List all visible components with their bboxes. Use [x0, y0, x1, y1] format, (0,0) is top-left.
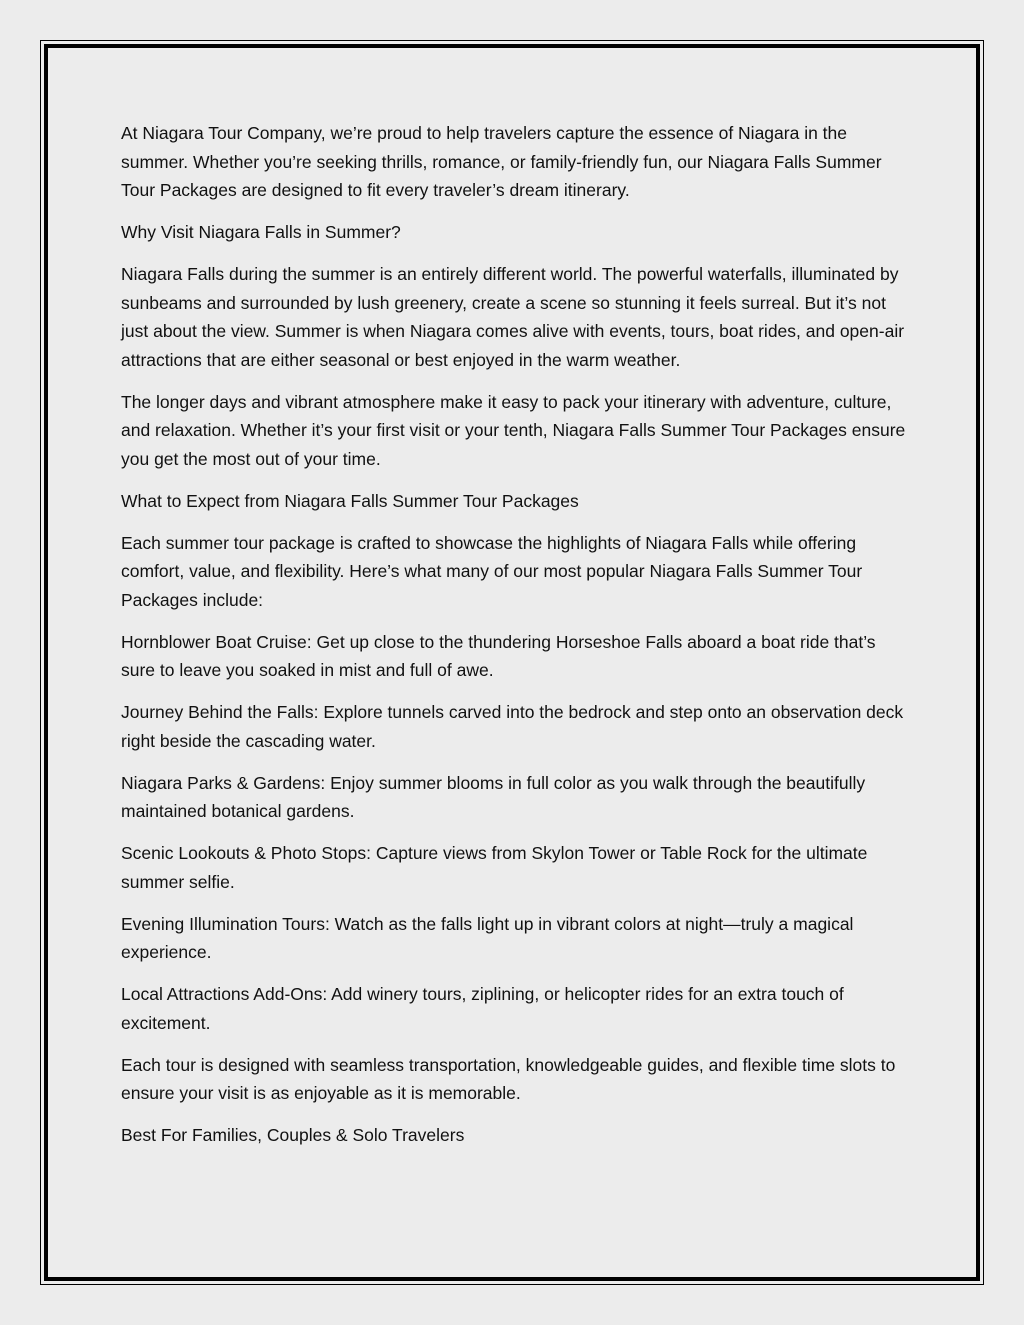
section-heading-what-to-expect: What to Expect from Niagara Falls Summer Tour Packages	[121, 490, 579, 511]
item-journey-behind-the-falls: Journey Behind the Falls: Explore tunnels carved into the bedrock and step onto an observation deck right beside the cascading water.	[121, 702, 904, 751]
item-local-attractions-add-ons: Local Attractions Add-Ons: Add winery tours, ziplining, or helicopter rides for an extra touch of excitement.	[121, 984, 844, 1033]
item-scenic-lookouts: Scenic Lookouts & Photo Stops: Capture views from Skylon Tower or Table Rock for the ultimate summer selfie.	[121, 843, 868, 892]
item-evening-illumination-tours: Evening Illumination Tours: Watch as the falls light up in vibrant colors at night—truly a magical experience.	[121, 913, 854, 962]
item-hornblower-boat-cruise: Hornblower Boat Cruise: Get up close to the thundering Horseshoe Falls aboard a boat ride that’s sure to leave you soaked in mist and full of awe.	[121, 631, 876, 680]
section-heading-best-for: Best For Families, Couples & Solo Travelers	[121, 1125, 465, 1145]
package-overview-paragraph: Each summer tour package is crafted to showcase the highlights of Niagara Falls while offering comfort, value, and flexibility. Here’s what many of our most popular Niagara Falls Summer Tour Packages include:	[121, 532, 863, 610]
intro-paragraph: At Niagara Tour Company, we’re proud to help travelers capture the essence of Niagara in the summer. Whether you’re seeking thrills, romance, or family-friendly fun, our Niagara Falls Summer Tour Packages are designed to fit every traveler’s dream itinerary.	[121, 123, 882, 200]
document-body	[121, 119, 911, 1163]
section-heading-why-visit: Why Visit Niagara Falls in Summer?	[121, 222, 401, 242]
longer-days-paragraph: The longer days and vibrant atmosphere make it easy to pack your itinerary with adventure, culture, and relaxation. Whether it’s your first visit or your tenth, Niagara Falls Summer Tour Packages ensure you get the most out of your time.	[121, 391, 906, 469]
tour-logistics-paragraph: Each tour is designed with seamless transportation, knowledgeable guides, and flexible time slots to ensure your visit is as enjoyable as it is memorable.	[121, 1054, 896, 1103]
item-parks-and-gardens: Niagara Parks & Gardens: Enjoy summer blooms in full color as you walk through the beautifully maintained botanical gardens.	[121, 772, 866, 821]
summer-description-paragraph: Niagara Falls during the summer is an entirely different world. The powerful waterfalls, illuminated by sunbeams and surrounded by lush greenery, create a scene so stunning it feels surreal. But it’s not just about the view. Summer is when Niagara comes alive with events, tours, boat rides, and open-air attractions that are either seasonal or best enjoyed in the warm weather.	[121, 264, 905, 370]
